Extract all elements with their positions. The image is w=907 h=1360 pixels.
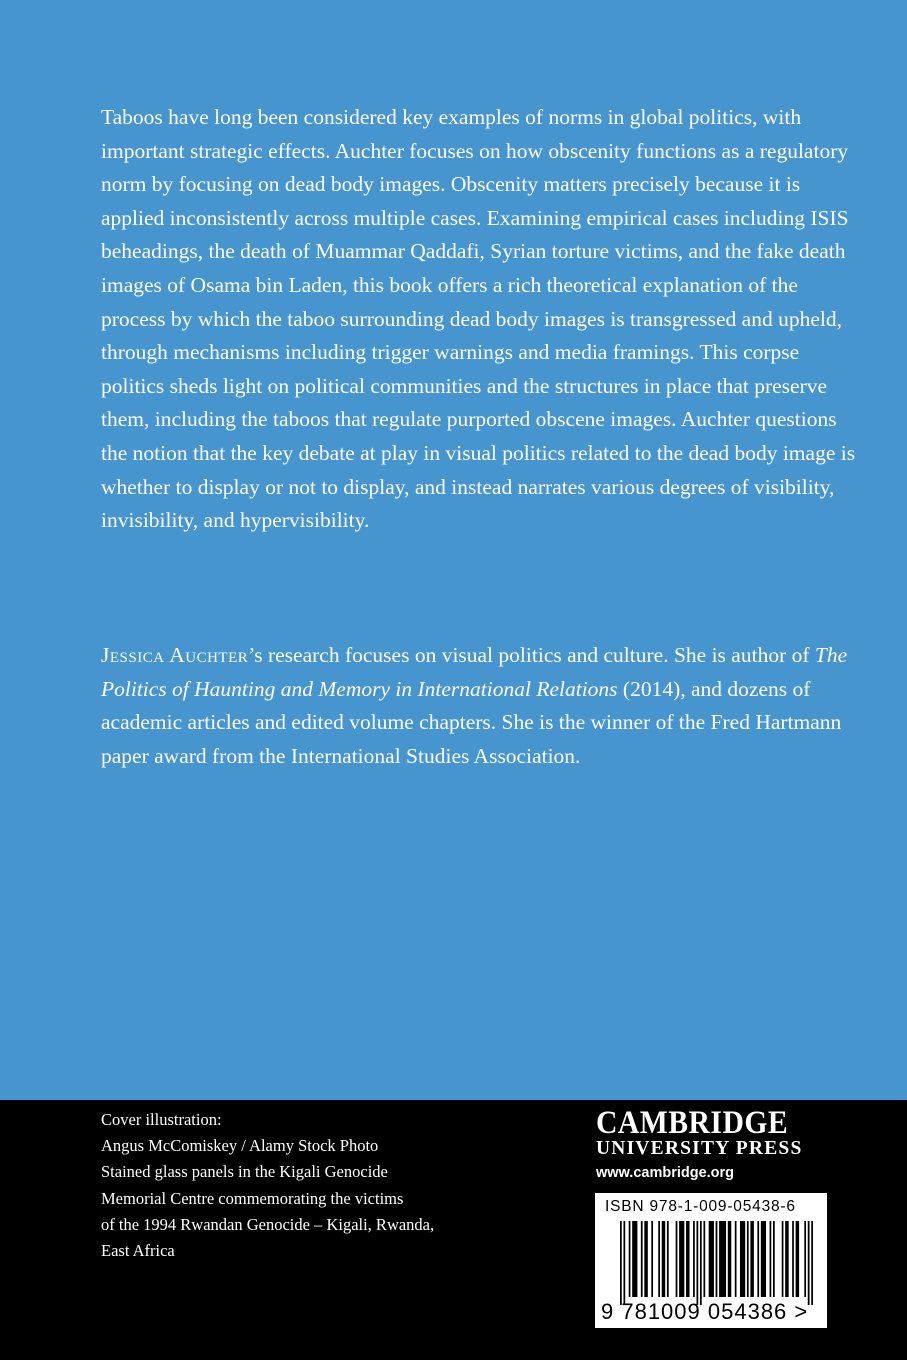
publisher-name: CAMBRIDGE	[596, 1105, 789, 1141]
author-bio-rest: (2014), and dozens of academic articles and edited volume chapters. She is the winner of the Fred Hartmann paper award from the International Studies Association.	[101, 676, 842, 768]
barcode-bar	[679, 1221, 684, 1297]
barcode-bar	[747, 1221, 749, 1297]
barcode-digits: 9 781009 054386 >	[601, 1299, 809, 1324]
barcode-box	[595, 1193, 827, 1328]
cover-credit-line: Stained glass panels in the Kigali Genocide	[101, 1162, 388, 1182]
barcode-bar	[693, 1221, 695, 1297]
cover-credit-line: East Africa	[101, 1241, 175, 1261]
barcode-bar	[658, 1221, 660, 1297]
barcode-bar	[740, 1221, 745, 1297]
barcode-bar	[700, 1221, 702, 1305]
barcode-bar	[719, 1221, 726, 1297]
barcode-bar	[620, 1221, 622, 1305]
barcode-bar	[808, 1221, 810, 1305]
barcode-bar	[697, 1221, 699, 1305]
barcode-bar	[644, 1221, 647, 1297]
isbn-label: ISBN 978-1-009-05438-6	[605, 1198, 796, 1215]
barcode-bar	[651, 1221, 653, 1297]
publisher-url: www.cambridge.org	[596, 1165, 735, 1181]
author-name: Jessica Auchter	[101, 643, 249, 667]
previous-book-title: The Politics of Haunting and Memory in International Relations	[101, 643, 848, 701]
barcode-bar	[804, 1221, 806, 1297]
barcode-bar	[632, 1221, 637, 1297]
barcode-bar	[667, 1221, 669, 1297]
cover-credit-line: Memorial Centre commemorating the victims	[101, 1188, 404, 1208]
publisher-logo	[596, 1105, 826, 1183]
barcode-bar	[709, 1221, 714, 1297]
cover-credit-line: Cover illustration:	[101, 1110, 222, 1129]
barcode-bar	[623, 1221, 625, 1305]
barcode-bar	[796, 1221, 799, 1297]
barcode-bar	[761, 1221, 766, 1297]
barcode-bar	[662, 1221, 665, 1297]
barcode-bar	[641, 1221, 643, 1297]
barcode-bar	[757, 1221, 759, 1297]
cover-credit-line: of the 1994 Rwandan Genocide – Kigali, Rwanda,	[101, 1214, 435, 1234]
barcode-bar	[728, 1221, 731, 1297]
barcode-bar	[785, 1221, 788, 1297]
barcode-bar	[782, 1221, 784, 1297]
barcode-bar	[686, 1221, 689, 1297]
author-bio-intro: ’s research focuses on visual politics and culture. She is author of	[248, 643, 815, 667]
barcode-bar	[811, 1221, 813, 1305]
barcode-bar	[703, 1221, 705, 1297]
author-bio	[101, 639, 861, 773]
barcode-bar	[770, 1221, 772, 1297]
cover-credit	[101, 1107, 521, 1264]
book-description: Taboos have long been considered key examples of norms in global politics, with important strategic effects. Auchter focuses on how obscenity functions as a regulatory norm by focusing on dead body images. Obscenity matters precisely because it is applied inconsistently across multiple cases. Examining empirical cases including ISIS beheadings, the death of Muammar Qaddafi, Syrian torture victims, and the fake death images of Osama bin Laden, this book offers a rich theoretical explanation of the process by which the taboo surrounding dead body images is transgressed and upheld, through mechanisms including trigger warnings and media framings. This corpse politics sheds light on political communities and the structures in place that preserve them, including the taboos that regulate purported obscene images. Auchter questions the notion that the key debate at play in visual politics related to the dead body image is whether to display or not to display, and instead narrates various degrees of visibility, invisibility, and hypervisibility.	[101, 105, 856, 533]
barcode-bar	[735, 1221, 737, 1297]
cover-credit-line: Angus McComiskey / Alamy Stock Photo	[101, 1136, 379, 1156]
barcode-bar	[676, 1221, 678, 1297]
barcode-bar	[716, 1221, 718, 1297]
barcode-bar	[773, 1221, 775, 1297]
publisher-subname: UNIVERSITY PRESS	[596, 1138, 803, 1159]
barcode-bar	[750, 1221, 753, 1297]
barcode-bar	[629, 1221, 631, 1297]
barcode-bar	[792, 1221, 794, 1297]
